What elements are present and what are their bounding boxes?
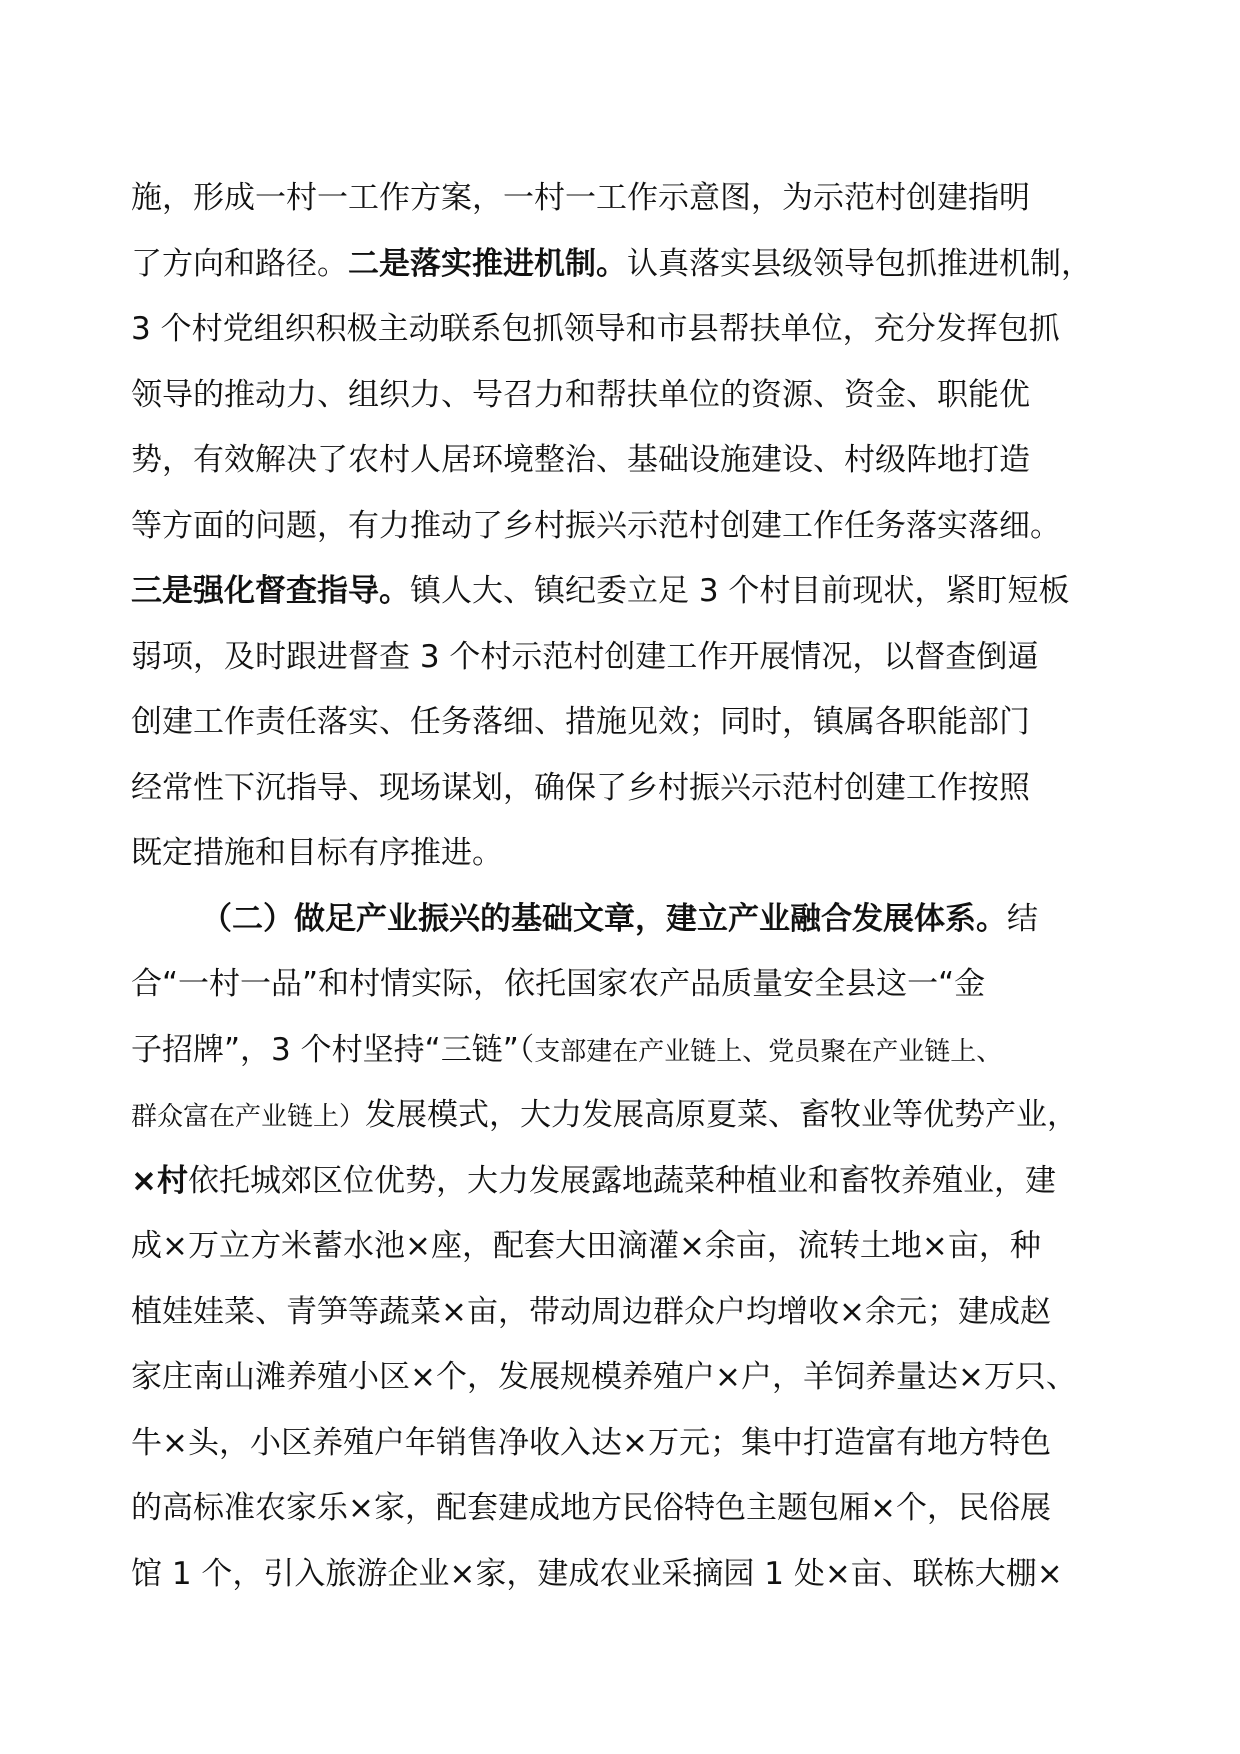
text-line <box>131 690 1121 756</box>
text-line <box>131 625 1121 691</box>
text-line <box>131 1345 1121 1411</box>
text-segment: 势，有效解决了农村人居环境整治、基础设施建设、村级阵地打造 <box>131 442 1030 478</box>
text-segment: 创建工作责任落实、任务落细、措施见效；同时，镇属各职能部门 <box>131 704 1030 740</box>
text-segment: 经常性下沉指导、现场谋划，确保了乡村振兴示范村创建工作按照 <box>131 769 1030 806</box>
text-segment: 合“一村一品”和村情实际，依托国家农产品质量安全县这一“金 <box>131 966 986 1002</box>
text-segment: 牛×头，小区养殖户年销售净收入达×万元；集中打造富有地方特色 <box>131 1424 1051 1461</box>
text-segment: 依托城郊区位优势，大力发展露地蔬菜种植业和畜牧养殖业，建 <box>187 1162 1056 1199</box>
text-segment: 施，形成一村一工作方案，一村一工作示意图，为示范村创建指明 <box>131 180 1030 216</box>
text-line <box>131 166 1121 232</box>
bold-text-segment: （二）做足产业振兴的基础文章，建立产业融合发展体系。 <box>201 900 1007 937</box>
text-line <box>131 232 1121 298</box>
text-line <box>131 1214 1121 1280</box>
text-segment: 家庄南山滩养殖小区×个，发展规模养殖户×户，羊饲养量达×万只、 <box>131 1359 1077 1395</box>
text-line <box>131 494 1121 560</box>
bold-text-segment: 三是强化督查指导。 <box>131 573 410 609</box>
text-line <box>131 1476 1121 1542</box>
text-segment: 弱项，及时跟进督查 3 个村示范村创建工作开展情况，以督查倒逼 <box>131 638 1039 675</box>
text-segment: 3 个村党组织积极主动联系包抓领导和市县帮扶单位，充分发挥包抓 <box>131 311 1060 347</box>
text-segment: 认真落实县级领导包抓推进机制， <box>627 245 1092 282</box>
text-segment: 镇人大、镇纪委立足 3 个村目前现状，紧盯短板 <box>410 573 1070 609</box>
text-segment: 既定措施和目标有序推进。 <box>131 835 503 871</box>
text-segment: 等方面的问题，有力推动了乡村振兴示范村创建工作任务落实落细。 <box>131 507 1061 544</box>
bold-text-segment: ×村 <box>131 1162 188 1199</box>
text-segment: 结 <box>1007 900 1038 937</box>
text-line <box>131 363 1121 429</box>
text-line <box>131 1411 1121 1477</box>
text-segment: 领导的推动力、组织力、号召力和帮扶单位的资源、资金、职能优 <box>131 376 1030 413</box>
text-line <box>131 1083 1121 1149</box>
text-line <box>131 821 1121 887</box>
text-segment: 群众富在产业链上） <box>131 1102 366 1132</box>
text-segment: 了方向和路径。 <box>131 245 348 282</box>
text-line <box>131 428 1121 494</box>
bold-text-segment: 二是落实推进机制。 <box>348 245 627 282</box>
text-line <box>131 1542 1121 1608</box>
text-segment: 植娃娃菜、青笋等蔬菜×亩，带动周边群众户均增收×余元；建成赵 <box>131 1293 1051 1330</box>
text-segment: 成×万立方米蓄水池×座，配套大田滴灌×余亩，流转土地×亩，种 <box>131 1228 1041 1264</box>
body-text <box>131 166 1121 1607</box>
text-segment: 发展模式，大力发展高原夏菜、畜牧业等优势产业， <box>365 1097 1079 1133</box>
text-segment: 馆 1 个，引入旅游企业×家，建成农业采摘园 1 处×亩、联栋大棚× <box>131 1555 1063 1592</box>
text-line <box>131 1280 1121 1346</box>
text-line <box>131 952 1121 1018</box>
text-line <box>131 887 1121 953</box>
text-line <box>131 1018 1121 1084</box>
text-line <box>131 1149 1121 1215</box>
text-segment: 的高标准农家乐×家，配套建成地方民俗特色主题包厢×个，民俗展 <box>131 1490 1051 1526</box>
text-segment: 子招牌”，3 个村坚持“三链”（ <box>131 1031 535 1068</box>
text-line <box>131 756 1121 822</box>
text-segment: 支部建在产业链上、党员聚在产业链上、 <box>534 1036 1003 1067</box>
text-line <box>131 297 1121 363</box>
text-line <box>131 559 1121 625</box>
